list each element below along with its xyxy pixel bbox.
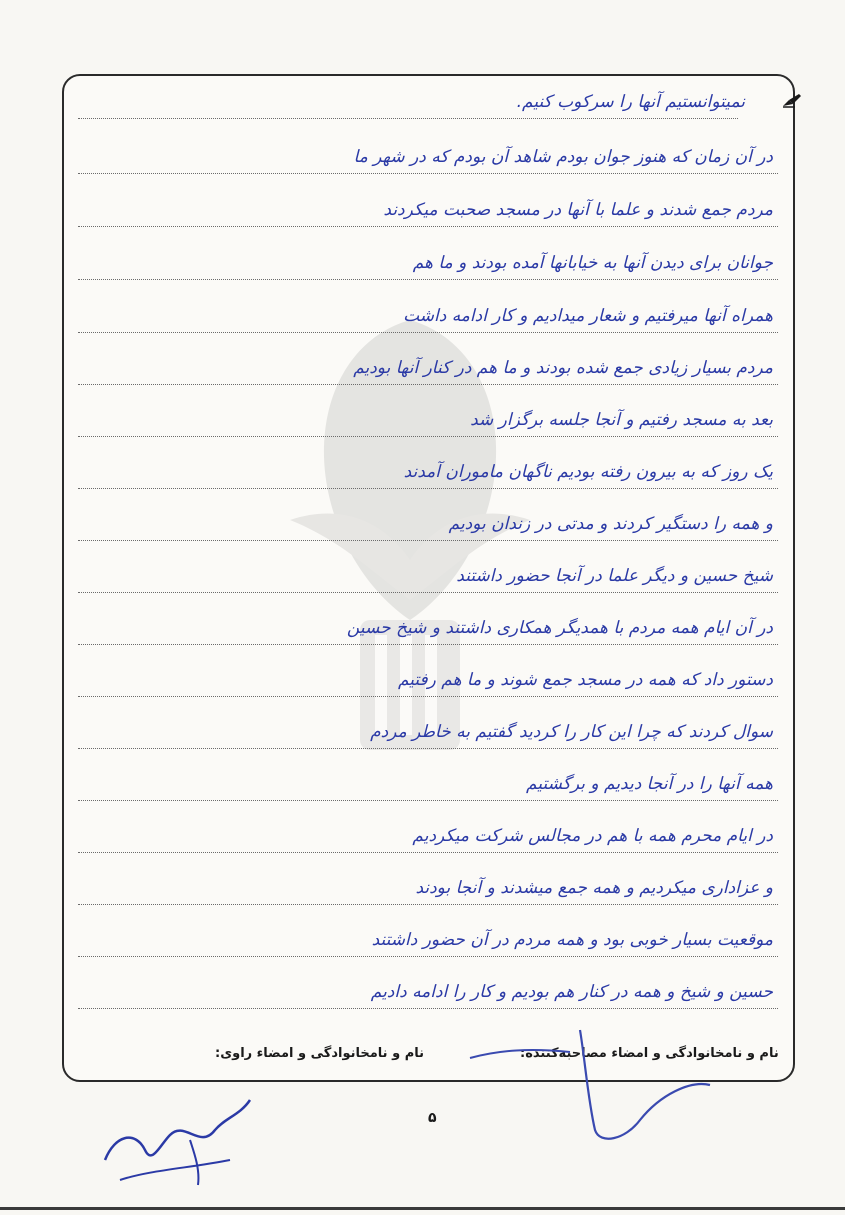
ruled-line bbox=[78, 226, 778, 227]
ruled-line bbox=[78, 956, 778, 957]
ruled-line bbox=[78, 748, 778, 749]
handwritten-line: در ایام محرم همه با هم در مجالس شرکت میکردیم bbox=[412, 826, 773, 846]
pen-writing-icon bbox=[781, 92, 803, 108]
handwritten-line: جوانان برای دیدن آنها به خیابانها آمده بودند و ما هم bbox=[412, 253, 773, 273]
handwritten-line: و همه را دستگیر کردند و مدتی در زندان بودیم bbox=[448, 514, 773, 534]
handwritten-line: و عزاداری میکردیم و همه جمع میشدند و آنجا بودند bbox=[415, 878, 773, 898]
handwritten-line: حسین و شیخ و همه در کنار هم بودیم و کار را ادامه دادیم bbox=[370, 982, 773, 1002]
ruled-line bbox=[78, 852, 778, 853]
page-bottom-edge bbox=[0, 1207, 845, 1210]
signature-mark-interviewer bbox=[460, 1020, 720, 1150]
ruled-line bbox=[78, 540, 778, 541]
interviewer-signature-label: نام و نامخانوادگی و امضاء مصاحبه‌کننده: bbox=[520, 1046, 779, 1061]
ruled-line bbox=[78, 488, 778, 489]
ruled-line bbox=[78, 696, 778, 697]
ruled-line bbox=[78, 332, 778, 333]
handwritten-line: دستور داد که همه در مسجد جمع شوند و ما هم رفتیم bbox=[397, 670, 773, 690]
ruled-line bbox=[78, 904, 778, 905]
page-number: ۵ bbox=[428, 1110, 437, 1126]
ruled-line bbox=[78, 592, 778, 593]
narrator-signature-label: نام و نامخانوادگی و امضاء راوی: bbox=[215, 1046, 424, 1061]
handwritten-line: یک روز که به بیرون رفته بودیم ناگهان ماموران آمدند bbox=[403, 462, 773, 482]
handwritten-line: همه آنها را در آنجا دیدیم و برگشتیم bbox=[526, 774, 773, 794]
signature-mark-narrator bbox=[90, 1090, 260, 1200]
handwritten-line: در آن زمان که هنوز جوان بودم شاهد آن بودم که در شهر ما bbox=[353, 147, 773, 167]
handwritten-line: شیخ حسین و دیگر علما در آنجا حضور داشتند bbox=[456, 566, 773, 586]
ruled-line bbox=[78, 436, 778, 437]
ruled-line bbox=[78, 644, 778, 645]
handwritten-line: بعد به مسجد رفتیم و آنجا جلسه برگزار شد bbox=[470, 410, 773, 430]
ruled-line bbox=[78, 800, 778, 801]
handwritten-line: مردم بسیار زیادی جمع شده بودند و ما هم در کنار آنها بودیم bbox=[353, 358, 773, 378]
handwritten-line: موقعیت بسیار خوبی بود و همه مردم در آن حضور داشتند bbox=[371, 930, 773, 950]
ruled-line bbox=[78, 279, 778, 280]
handwritten-line: در آن ایام همه مردم با همدیگر همکاری داشتند و شیخ حسین bbox=[346, 618, 773, 638]
ruled-line bbox=[78, 173, 778, 174]
handwritten-line: نمیتوانستیم آنها را سرکوب کنیم. bbox=[516, 92, 745, 112]
handwritten-line: مردم جمع شدند و علما با آنها در مسجد صحبت میکردند bbox=[383, 200, 773, 220]
ruled-line bbox=[78, 118, 738, 119]
ruled-line bbox=[78, 1008, 778, 1009]
handwritten-line: همراه آنها میرفتیم و شعار میدادیم و کار ادامه داشت bbox=[403, 306, 773, 326]
handwritten-line: سوال کردند که چرا این کار را کردید گفتیم به خاطر مردم bbox=[370, 722, 773, 742]
ruled-line bbox=[78, 384, 778, 385]
